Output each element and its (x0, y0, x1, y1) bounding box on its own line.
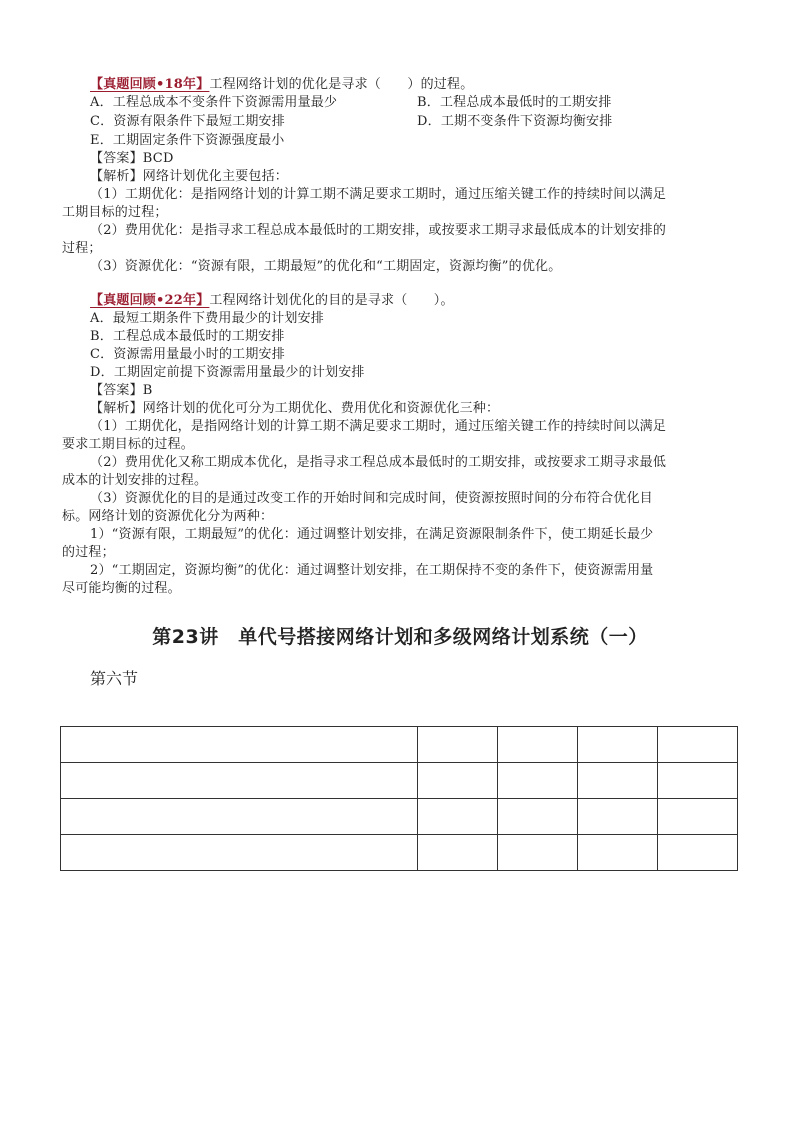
question-2-stem (90, 292, 454, 309)
section-title: 第六节 (90, 669, 139, 688)
q2-analysis-line: 标。网络计划的资源优化分为两种： (62, 509, 274, 524)
q1-analysis-line: （2）费用优化：是指寻求工程总成本最低时的工期安排，或按要求工期寻求最低成本的计划安排的 (90, 223, 667, 238)
table-row (61, 835, 738, 871)
q2-analysis-line: （2）费用优化又称工期成本优化，是指寻求工程总成本最低时的工期安排，或按要求工期寻求最低 (90, 455, 667, 470)
table-cell (61, 799, 418, 835)
question-2-tag: 【真题回顾•22年】 (90, 293, 210, 308)
table-cell (658, 763, 738, 799)
empty-grid-table (60, 726, 738, 871)
q1-analysis-line: 工期目标的过程； (62, 205, 168, 220)
q2-analysis-line: 【解析】网络计划的优化可分为工期优化、费用优化和资源优化三种： (90, 401, 500, 416)
table-cell (578, 763, 658, 799)
q2-option-a: A．最短工期条件下费用最少的计划安排 (90, 311, 324, 326)
table-cell (418, 763, 498, 799)
question-1-tag: 【真题回顾•18年】 (90, 77, 210, 92)
table-cell (578, 835, 658, 871)
question-1-stem (90, 76, 473, 93)
q1-option-d: D．工期不变条件下资源均衡安排 (417, 114, 613, 129)
q1-answer: 【答案】BCD (90, 151, 174, 166)
table-cell (498, 727, 578, 763)
table-cell (498, 799, 578, 835)
q2-option-c: C．资源需用量最小时的工期安排 (90, 347, 285, 362)
q1-option-c: C．资源有限条件下最短工期安排 (90, 114, 285, 129)
q2-analysis-line: （1）工期优化，是指网络计划的计算工期不满足要求工期时，通过压缩关键工作的持续时间以满足 (90, 419, 667, 434)
q2-answer: 【答案】B (90, 383, 153, 398)
table-cell (61, 835, 418, 871)
q2-analysis-line: 2）“工期固定，资源均衡”的优化：通过调整计划安排，在工期保持不变的条件下，使资源需用量 (90, 563, 654, 578)
q2-analysis-line: 尽可能均衡的过程。 (62, 581, 181, 596)
q2-analysis-line: （3）资源优化的目的是通过改变工作的开始时间和完成时间，使资源按照时间的分布符合优化目 (90, 491, 653, 506)
question-1-text: 工程网络计划的优化是寻求（ ）的过程。 (209, 77, 474, 92)
table-cell (498, 835, 578, 871)
q2-option-d: D．工期固定前提下资源需用量最少的计划安排 (90, 365, 365, 380)
q1-option-b: B．工程总成本最低时的工期安排 (417, 95, 612, 110)
table-row (61, 763, 738, 799)
question-2-text: 工程网络计划优化的目的是寻求（ ）。 (209, 293, 454, 308)
table-row (61, 799, 738, 835)
q2-option-b: B．工程总成本最低时的工期安排 (90, 329, 285, 344)
table-cell (658, 799, 738, 835)
q2-analysis-line: 1）“资源有限，工期最短”的优化：通过调整计划安排，在满足资源限制条件下，使工期延长最少 (90, 527, 654, 542)
table-cell (578, 727, 658, 763)
q2-analysis-line: 要求工期目标的过程。 (62, 437, 195, 452)
table-cell (418, 727, 498, 763)
table-cell (498, 763, 578, 799)
q1-analysis-line: （1）工期优化：是指网络计划的计算工期不满足要求工期时，通过压缩关键工作的持续时间以满足 (90, 187, 667, 202)
q1-analysis-line: 过程； (62, 241, 102, 256)
table-row (61, 727, 738, 763)
table-cell (578, 799, 658, 835)
table-cell (418, 835, 498, 871)
table-cell (61, 763, 418, 799)
table-cell (418, 799, 498, 835)
lecture-title: 第23讲 单代号搭接网络计划和多级网络计划系统（一） (152, 626, 648, 648)
q1-analysis-line: （3）资源优化：“资源有限，工期最短”的优化和“工期固定，资源均衡”的优化。 (90, 259, 562, 274)
q2-analysis-line: 的过程； (62, 545, 115, 560)
q1-option-a: A．工程总成本不变条件下资源需用量最少 (90, 95, 338, 110)
table-cell (61, 727, 418, 763)
q2-analysis-line: 成本的计划安排的过程。 (62, 473, 208, 488)
q1-option-e: E．工期固定条件下资源强度最小 (90, 133, 285, 148)
table-cell (658, 727, 738, 763)
q1-analysis-line: 【解析】网络计划优化主要包括： (90, 169, 289, 184)
table-cell (658, 835, 738, 871)
